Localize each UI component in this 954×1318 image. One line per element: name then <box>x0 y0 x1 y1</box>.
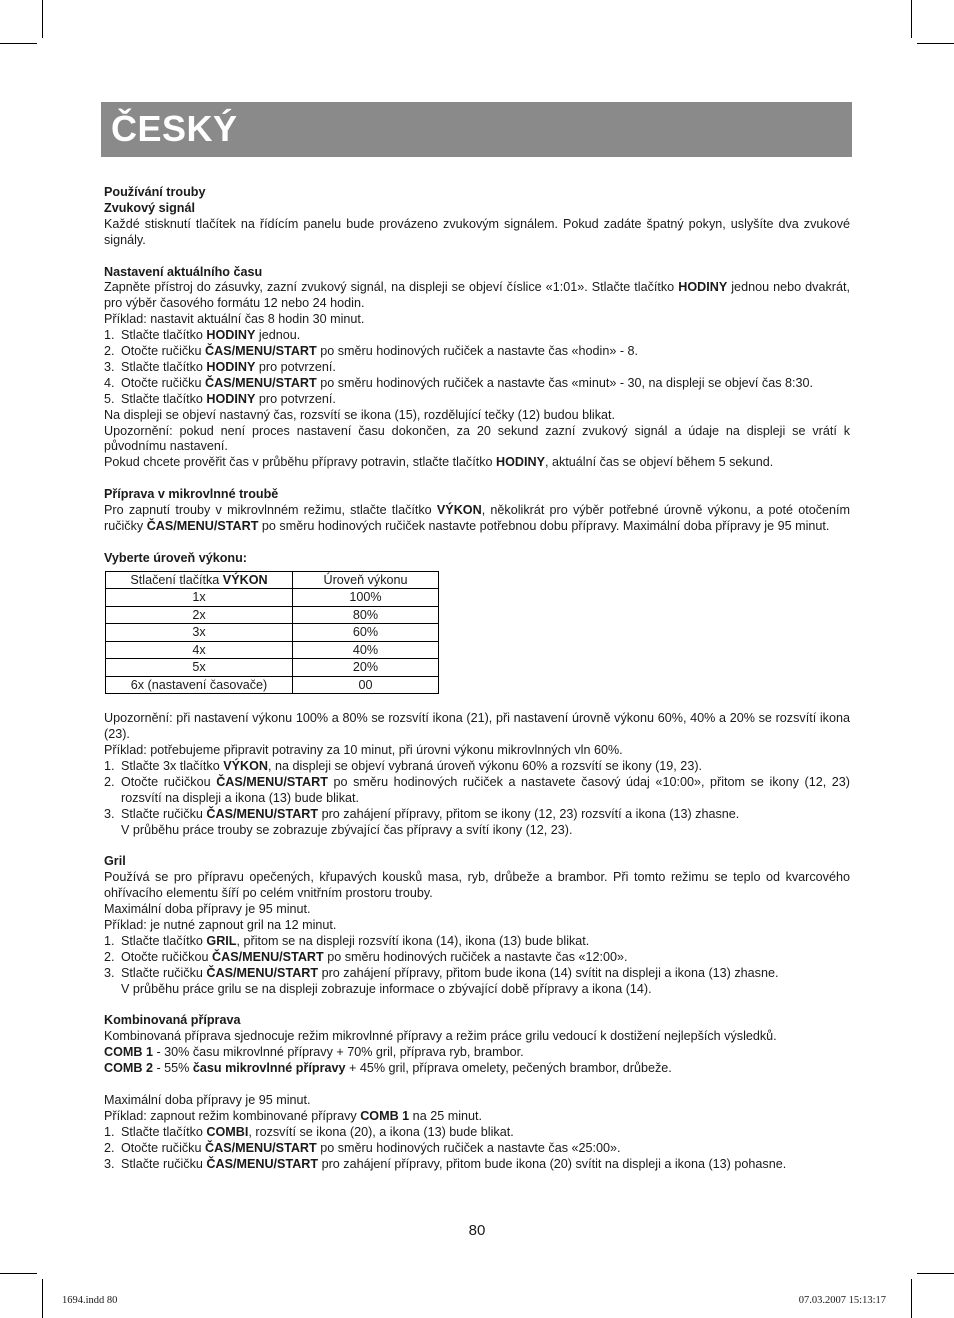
crop-mark <box>911 1279 912 1318</box>
paragraph: Maximální doba přípravy je 95 minut. <box>104 902 311 917</box>
list-item: 1. Stlačte tlačítko HODINY jednou. <box>104 328 301 343</box>
paragraph: Upozornění: při nastavení výkonu 100% a 80% se rozsvítí ikona (21), při nastavení úrovně výkonu 60%, 40% a 20% se rozsvítí ikona (23). <box>104 711 850 742</box>
list-item: 5. Stlačte tlačítko HODINY pro potvrzení. <box>104 391 336 406</box>
paragraph: Maximální doba přípravy je 95 minut. <box>104 1092 311 1107</box>
list-item: 2. Otočte ručičkou ČAS/MENU/START po směru hodinových ručiček a nastavte čas «12:00». <box>104 949 628 964</box>
list-item: 1. Stlačte tlačítko COMBI, rozsvítí se ikona (20), a ikona (13) bude blikat. <box>104 1124 514 1139</box>
paragraph: Příklad: potřebujeme připravit potraviny za 10 minut, při úrovni výkonu mikrovlnných vln 60%. <box>104 743 623 758</box>
list-item: 2. Otočte ručičku ČAS/MENU/START po směru hodinových ručiček a nastavte čas «hodin» - 8. <box>104 344 639 359</box>
paragraph: V průběhu práce trouby se zobrazuje zbývající čas přípravy a svítí ikony (12, 23). <box>121 822 573 837</box>
table-row <box>106 676 439 694</box>
table-cell: 60% <box>293 624 439 642</box>
paragraph: Příklad: zapnout režim kombinované přípravy COMB 1 na 25 minut. <box>104 1108 482 1123</box>
document-body <box>104 185 850 1172</box>
section-heading: Vyberte úroveň výkonu: <box>104 550 248 565</box>
crop-mark <box>42 0 43 38</box>
section-heading: Příprava v mikrovlnné troubě <box>104 487 279 502</box>
paragraph: Kombinovaná příprava sjednocuje režim mikrovlnné přípravy a režim práce grilu vedoucí k dostižení nejlepších výsledků. <box>104 1029 777 1044</box>
table-header-row <box>106 571 439 589</box>
page-title: ČESKÝ <box>111 108 238 149</box>
table-cell: 00 <box>293 676 439 694</box>
list-item: 3. Stlačte ručičku ČAS/MENU/START pro zahájení přípravy, přitom bude ikona (20) svítit na displeji a ikona (13) pohasne. <box>104 1156 787 1171</box>
table-cell: 100% <box>293 589 439 607</box>
table-cell: 2x <box>106 606 293 624</box>
page-number: 80 <box>468 1222 486 1239</box>
list-item: 1. Stlačte tlačítko GRIL, přitom se na displeji rozsvítí ikona (14), ikona (13) bude blikat. <box>104 933 590 948</box>
list-item: 3. Stlačte ručičku ČAS/MENU/START pro zahájení přípravy, přitom bude ikona (14) svítit na displeji a ikona (13) zhasne. <box>104 965 779 980</box>
table-row <box>106 641 439 659</box>
table-cell: 80% <box>293 606 439 624</box>
table-cell: 5x <box>106 659 293 677</box>
table-cell: 4x <box>106 641 293 659</box>
section-heading: Používání trouby <box>104 185 206 199</box>
paragraph: COMB 2 - 55% času mikrovlnné přípravy + 45% gril, příprava omelety, pečených brambor, drůbeže. <box>104 1061 672 1076</box>
paragraph: Pokud chcete prověřit čas v průběhu přípravy potravin, stlačte tlačítko HODINY, aktuální čas se objeví během 5 sekund. <box>104 455 774 470</box>
crop-mark <box>917 1273 954 1274</box>
table-cell: 20% <box>293 659 439 677</box>
section-subheading: Zvukový signál <box>104 200 195 215</box>
table-row <box>106 589 439 607</box>
list-item: 2. Otočte ručičku ČAS/MENU/START po směru hodinových ručiček a nastavte čas «25:00». <box>104 1140 621 1155</box>
slug-timestamp: 07.03.2007 15:13:17 <box>798 1295 886 1306</box>
slug-file-info: 1694.indd 80 <box>62 1295 118 1306</box>
table-header-cell: Stlačení tlačítka VÝKON <box>106 571 293 589</box>
table-row <box>106 659 439 677</box>
section-heading: Kombinovaná příprava <box>104 1013 241 1028</box>
paragraph: COMB 1 - 30% času mikrovlnné přípravy + 70% gril, příprava ryb, brambor. <box>104 1045 524 1060</box>
paragraph: V průběhu práce grilu se na displeji zobrazuje informace o zbývající době přípravy a ikona (14). <box>121 981 652 996</box>
section-heading: Nastavení aktuálního času <box>104 264 263 279</box>
list-item: 1. Stlačte 3x tlačítko VÝKON, na displeji se objeví vybraná úroveň výkonu 60% a rozsvítí se ikony (19, 23). <box>104 758 703 773</box>
crop-mark <box>42 1279 43 1318</box>
table-row <box>106 606 439 624</box>
list-item: 2. Otočte ručičkou ČAS/MENU/START po směru hodinových ručiček a nastavete časový údaj «10:00», přitom se ikony (12, 23) rozsvítí na displeji a ikona (13) bude blikat. <box>104 774 851 805</box>
paragraph: Používá se pro přípravu opečených, křupavých kousků masa, ryb, drůbeže a brambor. Při tomto režimu se teplo od kvarcového ohřívacího elementu šíří po celém vnitřním prostoru trouby. <box>104 870 850 901</box>
paragraph: Každé stisknutí tlačítek na řídícím panelu bude provázeno zvukovým signálem. Pokud zadáte špatný pokyn, uslyšíte dva zvukové signály. <box>104 216 850 247</box>
table-cell: 1x <box>106 589 293 607</box>
paragraph: Na displeji se objeví nastavný čas, rozsvítí se ikona (15), rozdělující tečky (12) budou blikat. <box>104 407 615 422</box>
paragraph: Příklad: nastavit aktuální čas 8 hodin 30 minut. <box>104 312 365 327</box>
table-cell: 6x (nastavení časovače) <box>106 676 293 694</box>
language-banner <box>101 102 852 157</box>
list-item: 4. Otočte ručičku ČAS/MENU/START po směru hodinových ručiček a nastavte čas «minut» - 30, na displeji se objeví čas 8:30. <box>104 375 814 390</box>
table-header-cell: Úroveň výkonu <box>293 571 439 589</box>
crop-mark <box>0 1273 37 1274</box>
crop-mark <box>911 0 912 38</box>
table-row <box>106 624 439 642</box>
paragraph: Pro zapnutí trouby v mikrovlnném režimu, stlačte tlačítko VÝKON, několikrát pro výběr potřebné úrovně výkonu, a poté otočením ručičky ČAS/MENU/START po směru hodinových ručiček nastavte potřebnou dobu přípravy. Maximální doba přípravy je 95 minut. <box>104 503 850 533</box>
paragraph: Příklad: je nutné zapnout gril na 12 minut. <box>104 917 337 932</box>
paragraph: Zapněte přístroj do zásuvky, zazní zvukový signál, na displeji se objeví číslice «1:01». Stlačte tlačítko HODINY jednou nebo dvakrát, pro výběr časového formátu 12 nebo 24 hodin. <box>104 280 850 311</box>
list-item: 3. Stlačte tlačítko HODINY pro potvrzení. <box>104 359 336 374</box>
power-level-table <box>105 571 439 695</box>
section-heading: Gril <box>104 854 126 869</box>
crop-mark <box>0 43 37 44</box>
list-item: 3. Stlačte ručičku ČAS/MENU/START pro zahájení přípravy, přitom se ikony (12, 23) rozsvítí a ikona (13) zhasne. <box>104 806 740 821</box>
paragraph: Upozornění: pokud není proces nastavení času dokončen, za 20 sekund zazní zvukový signál a údaje na displeji se vrátí k původnímu nastavení. <box>104 423 850 454</box>
table-cell: 3x <box>106 624 293 642</box>
table-cell: 40% <box>293 641 439 659</box>
crop-mark <box>917 43 954 44</box>
